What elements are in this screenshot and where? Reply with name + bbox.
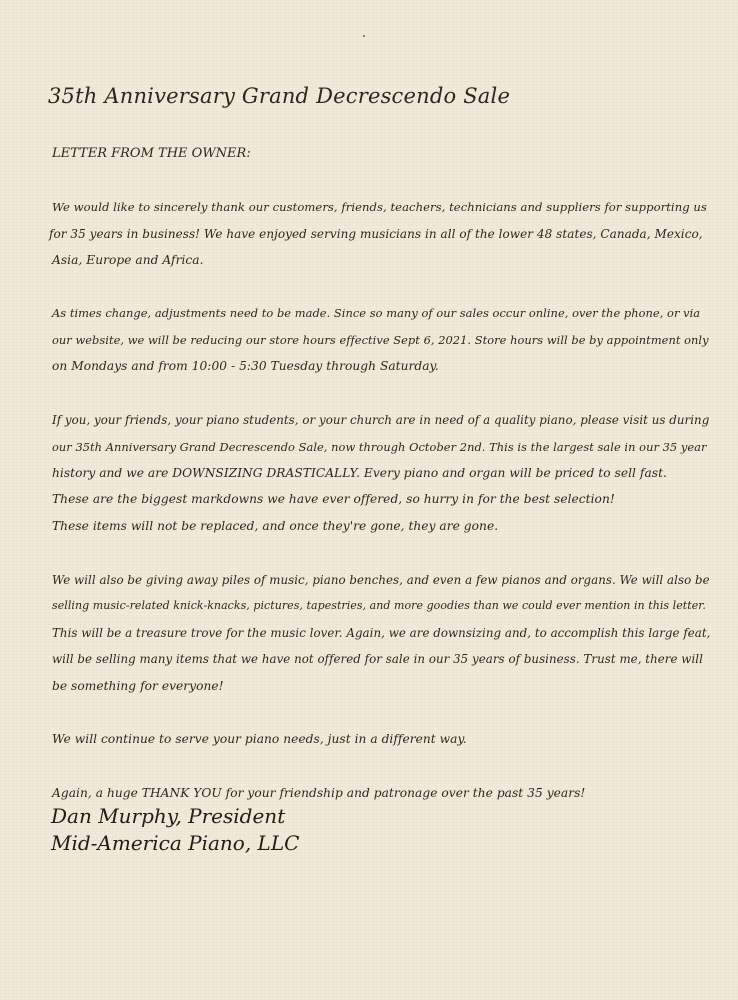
paragraph-1-line-3: Asia, Europe and Africa. [52,253,204,267]
paragraph-2-line-3: on Mondays and from 10:00 - 5:30 Tuesday through Saturday. [52,359,439,373]
paragraph-3-line-3: history and we are DOWNSIZING DRASTICALLY. Every piano and organ will be priced to sell fast. [52,466,667,480]
paragraph-3-line-4: These are the biggest markdowns we have ever offered, so hurry in for the best selection! [52,492,615,506]
paragraph-2-line-2: our website, we will be reducing our store hours effective Sept 6, 2021. Store hours will be by appointment only [52,333,709,347]
paragraph-3-line-1: If you, your friends, your piano students, or your church are in need of a quality piano, please visit us during [52,413,710,427]
paragraph-4-line-5: be something for everyone! [52,679,224,693]
letter-heading: LETTER FROM THE OWNER: [52,146,251,161]
paragraph-6-line-1: Again, a huge THANK YOU for your friendship and patronage over the past 35 years! [52,786,586,800]
paragraph-3-line-2: our 35th Anniversary Grand Decrescendo Sale, now through October 2nd. This is the largest sale in our 35 year [52,440,707,454]
signature-company: Mid-America Piano, LLC [51,831,300,855]
paper-speck [363,35,365,37]
signature-name: Dan Murphy, President [51,804,286,828]
paragraph-4-line-1: We will also be giving away piles of music, piano benches, and even a few pianos and organs. We will also be [52,573,710,587]
paragraph-1-line-2: for 35 years in business! We have enjoyed serving musicians in all of the lower 48 states, Canada, Mexico, [49,227,703,241]
paragraph-1-line-1: We would like to sincerely thank our customers, friends, teachers, technicians and suppliers for supporting us [52,200,707,214]
paragraph-2-line-1: As times change, adjustments need to be made. Since so many of our sales occur online, over the phone, or via [52,306,701,320]
paragraph-4-line-4: will be selling many items that we have not offered for sale in our 35 years of business. Trust me, there will [52,652,703,666]
paragraph-4-line-3: This will be a treasure trove for the music lover. Again, we are downsizing and, to accomplish this large feat, [52,626,711,640]
letter-title: 35th Anniversary Grand Decrescendo Sale [48,84,511,108]
paragraph-4-line-2: selling music-related knick-knacks, pictures, tapestries, and more goodies than we could ever mention in this letter. [52,599,706,612]
paragraph-3-line-5: These items will not be replaced, and once they're gone, they are gone. [52,519,499,533]
paragraph-5-line-1: We will continue to serve your piano needs, just in a different way. [52,732,467,746]
